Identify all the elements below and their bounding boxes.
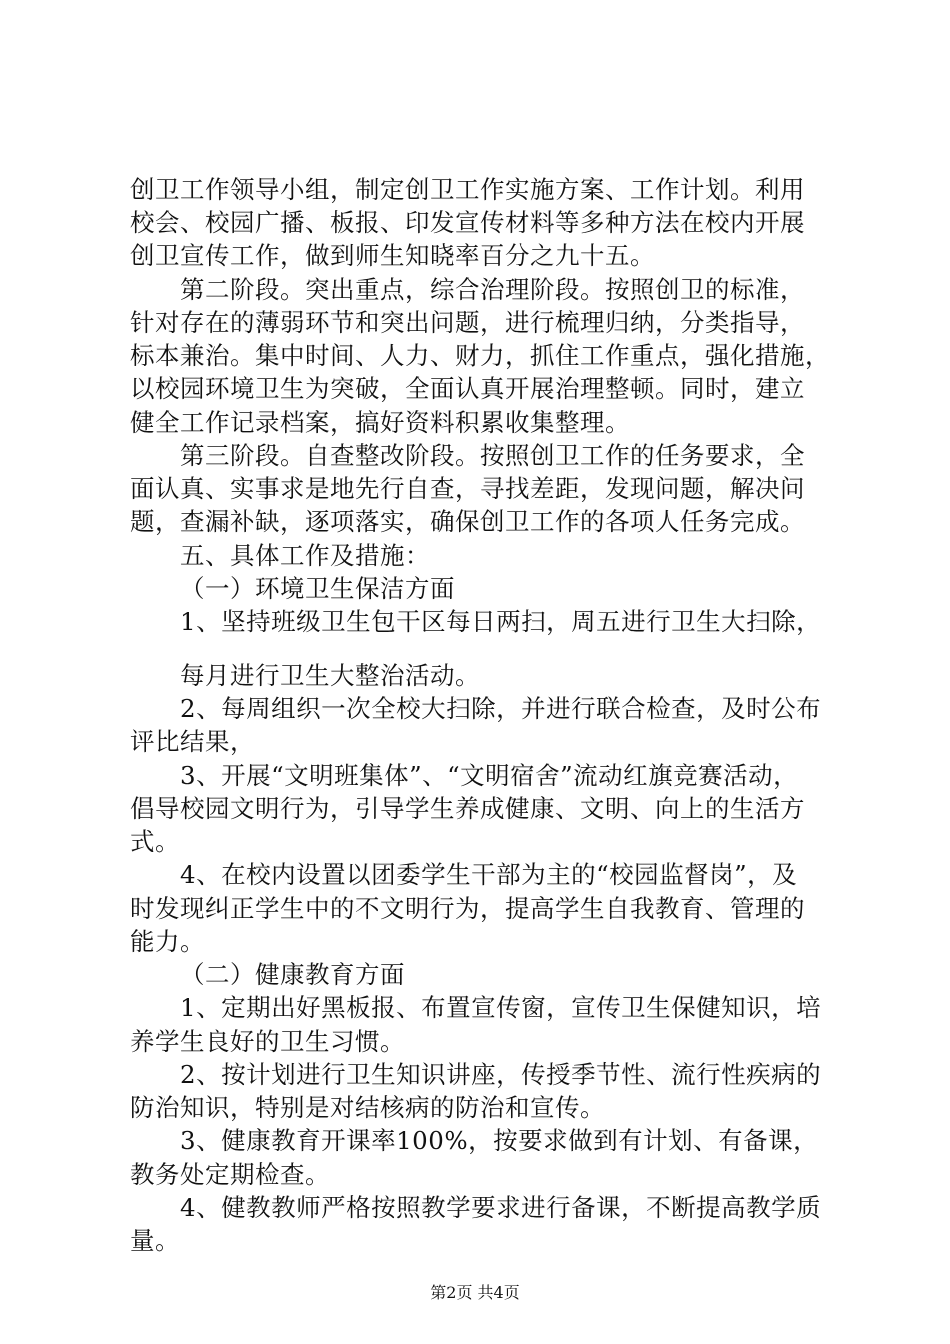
text-line: 标本兼治。集中时间、人力、财力，抓住工作重点，强化措施， — [130, 341, 830, 370]
text-line: 校会、校园广播、板报、印发宣传材料等多种方法在校内开展 — [130, 208, 805, 237]
text-line: 每月进行卫生大整治活动。 — [180, 661, 480, 690]
text-line: 1、坚持班级卫生包干区每日两扫，周五进行卫生大扫除， — [180, 607, 822, 636]
text-line: 4、健教教师严格按照教学要求进行备课，不断提高教学质 — [180, 1193, 822, 1222]
text-line: 健全工作记录档案，搞好资料积累收集整理。 — [130, 408, 630, 437]
text-line: 时发现纠正学生中的不文明行为，提高学生自我教育、管理的 — [130, 894, 805, 923]
text-line: 创卫工作领导小组，制定创卫工作实施方案、工作计划。利用 — [130, 175, 805, 204]
text-line: 4、在校内设置以团委学生干部为主的“校园监督岗”，及 — [180, 860, 798, 889]
subsection-heading: （二）健康教育方面 — [180, 960, 405, 989]
text-line: 针对存在的薄弱环节和突出问题，进行梳理归纳，分类指导， — [130, 308, 805, 337]
text-line: 防治知识，特别是对结核病的防治和宣传。 — [130, 1093, 605, 1122]
text-line: 第三阶段。自查整改阶段。按照创卫工作的任务要求，全 — [180, 441, 805, 470]
text-line: 创卫宣传工作，做到师生知晓率百分之九十五。 — [130, 241, 655, 270]
text-line: 2、每周组织一次全校大扫除，并进行联合检查，及时公布 — [180, 694, 822, 723]
text-line: 题，查漏补缺，逐项落实，确保创卫工作的各项人任务完成。 — [130, 507, 805, 536]
section-heading: 五、具体工作及措施： — [180, 541, 430, 570]
page-footer: 第2页 共4页 — [430, 1283, 520, 1302]
text-line: 养学生良好的卫生习惯。 — [130, 1027, 405, 1056]
text-line: 量。 — [130, 1226, 180, 1255]
subsection-heading: （一）环境卫生保洁方面 — [180, 574, 455, 603]
text-line: 1、定期出好黑板报、布置宣传窗，宣传卫生保健知识，培 — [180, 993, 822, 1022]
text-line: 以校园环境卫生为突破，全面认真开展治理整顿。同时，建立 — [130, 374, 805, 403]
text-line: 3、开展“文明班集体”、“文明宿舍”流动红旗竞赛活动， — [180, 761, 799, 790]
text-line: 能力。 — [130, 927, 205, 956]
text-line: 式。 — [130, 827, 180, 856]
text-line: 3、健康教育开课率100%，按要求做到有计划、有备课， — [180, 1126, 819, 1155]
text-line: 第二阶段。突出重点，综合治理阶段。按照创卫的标准， — [180, 275, 805, 304]
text-line: 教务处定期检查。 — [130, 1160, 330, 1189]
text-line: 倡导校园文明行为，引导学生养成健康、文明、向上的生活方 — [130, 794, 805, 823]
text-line: 评比结果， — [130, 727, 255, 756]
text-line: 2、按计划进行卫生知识讲座，传授季节性、流行性疾病的 — [180, 1060, 822, 1089]
text-line: 面认真、实事求是地先行自查，寻找差距，发现问题，解决问 — [130, 474, 805, 503]
